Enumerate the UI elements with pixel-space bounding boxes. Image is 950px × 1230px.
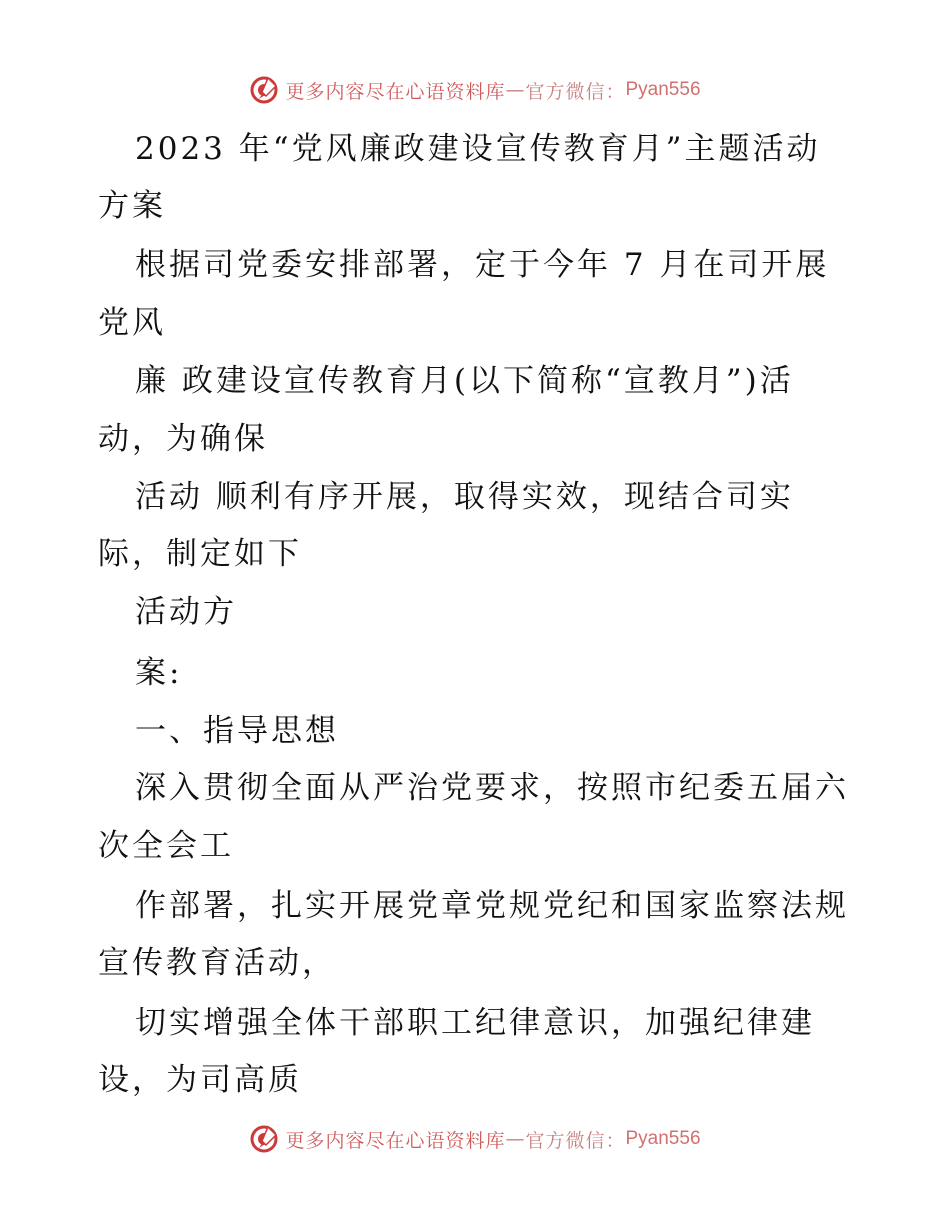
pen-logo-icon [249,75,279,105]
body-line: 切实增强全体干部职工纪律意识，加强纪律建 [135,1005,815,1041]
body-line: 根据司党委安排部署，定于今年 7 月在司开展 [135,247,830,283]
watermark-account-label: 官方微信： [525,1129,626,1152]
header-watermark [0,70,950,110]
watermark-text: 更多内容尽在心语资料库 [285,80,506,103]
watermark-account-id: Pyan556 [625,79,701,100]
body-line: 际，制定如下 [98,536,302,572]
body-line: 宣传教育活动， [98,945,336,981]
body-line: 方案 [98,188,166,224]
body-line: 深入贯彻全面从严治党要求，按照市纪委五届六 [135,770,849,806]
body-line: 2023 年“党风廉政建设宣传教育月”主题活动 [135,131,821,167]
pen-logo-icon [249,1124,279,1154]
body-line: 设，为司高质 [98,1062,302,1098]
body-line: 动，为确保 [98,421,268,457]
watermark-account-label: 官方微信： [525,80,626,103]
body-line: 活动 顺利有序开展，取得实效，现结合司实 [135,479,794,515]
section-heading: 一、指导思想 [135,713,339,749]
watermark-account-id: Pyan556 [625,1128,701,1149]
body-line: 次全会工 [98,828,234,864]
body-line: 党风 [98,305,166,341]
watermark-text: 更多内容尽在心语资料库 [285,1129,506,1152]
body-line: 案: [135,655,183,691]
body-line: 廉 政建设宣传教育月(以下简称“宣教月”)活 [135,363,794,399]
body-line: 作部署，扎实开展党章党规党纪和国家监察法规 [135,888,849,924]
body-line: 活动方 [135,594,237,630]
watermark-separator: — [505,79,526,101]
watermark-separator: — [505,1128,526,1150]
footer-watermark [0,1119,950,1159]
